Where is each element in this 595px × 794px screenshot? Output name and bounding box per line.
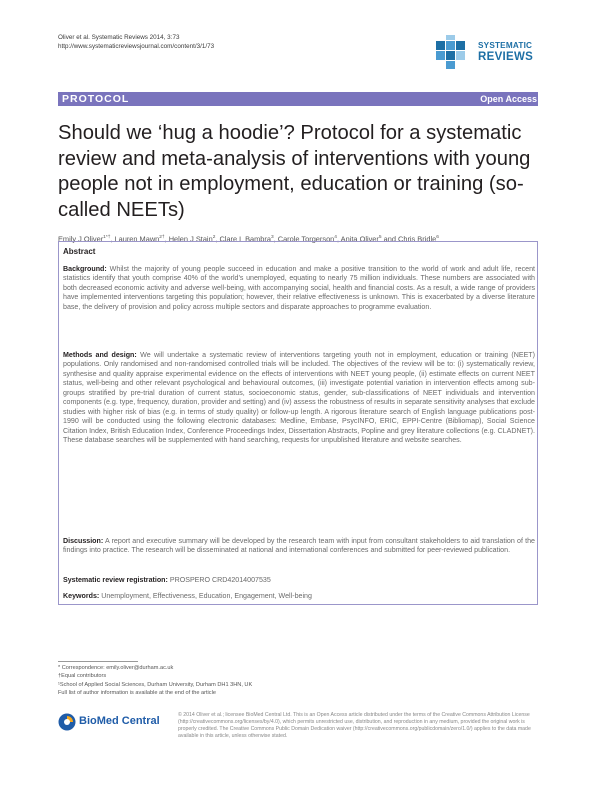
section-text: Unemployment, Effectiveness, Education, Engagement, Well-being [99, 592, 312, 600]
author-name: Emily J Oliver [58, 234, 104, 244]
author-name: Chris Bridle [398, 234, 437, 244]
biomed-central-icon [58, 713, 76, 731]
abstract-heading: Abstract [63, 247, 96, 256]
open-access-label: Open Access [480, 94, 537, 104]
article-type-banner [58, 92, 538, 106]
citation [58, 33, 214, 52]
author-affiliation-marker: 4 [334, 235, 337, 240]
footnote-divider [58, 661, 138, 662]
abstract-keywords [63, 592, 535, 601]
citation-link[interactable]: http://www.systematicreviewsjournal.com/content/3/1/73 [58, 43, 215, 51]
abstract-methods [63, 351, 535, 446]
biomed-central-logo [58, 712, 168, 732]
author-name: Lauren Mawn [114, 234, 160, 244]
author-affiliation-marker: 1*† [103, 235, 111, 240]
correspondence-footnote: * Correspondence: emily.oliver@durham.ac.uk [58, 665, 174, 671]
journal-logo-line1: SYSTEMATIC [478, 41, 533, 50]
abstract-background [63, 265, 535, 312]
section-label: Background: [63, 265, 107, 273]
citation-line1: Oliver et al. Systematic Reviews 2014, 3:73 [58, 34, 180, 41]
author-affiliation-marker: 6 [436, 235, 439, 240]
section-label: Systematic review registration: [63, 576, 168, 584]
author-affiliation-marker: 2† [159, 235, 165, 240]
author-affiliation-marker: 5 [378, 235, 382, 240]
author-list: Emily J Oliver$^{1*\dagger}$, Lauren Mawn$^{2\dagger}$, Helen J Stain$^2$, Clare L Bambra$^3$, Carole Torgerson$^4$, Anita Oliver$^5$ and Chris Bridle$^6$ [58, 234, 439, 244]
abstract-registration [63, 576, 535, 585]
biomed-central-text: BioMed Central [79, 715, 160, 727]
section-label: Keywords: [63, 592, 100, 600]
article-title: Should we ‘hug a hoodie’? Protocol for a systematic review and meta-analysis of interventions with young people not in employment, education or training (so-called NEETs) [58, 122, 531, 221]
journal-logo-line2: REVIEWS [478, 51, 534, 63]
author-name: Carole Torgerson [277, 234, 335, 244]
abstract-discussion [63, 537, 535, 556]
equal-contributors-footnote: †Equal contributors [58, 673, 107, 680]
author-affiliation-marker: 2 [212, 235, 216, 240]
author-name: Helen J Stain [168, 234, 213, 244]
affiliation-footnote: ¹School of Applied Social Sciences, Durham University, Durham DH1 3HN, UK [58, 681, 253, 688]
section-label: Discussion: [63, 537, 104, 545]
journal-logo [436, 33, 546, 77]
section-label: Methods and design: [63, 351, 137, 359]
article-type-label: PROTOCOL [62, 93, 130, 105]
footnotes [58, 664, 252, 697]
section-text: PROSPERO CRD42014007535 [167, 576, 271, 584]
license-text: © 2014 Oliver et al.; licensee BioMed Central Ltd. This is an Open Access article distributed under the terms of the Creative Commons Attribution License (http://creativecommons.org/licenses/by/4.0), which permits unrestricted use, distribution, and reproduction in any medium, provided the original work is properly credited. The Creative Commons Public Domain Dedication waiver (http://creativecommons.org/publicdomain/zero/1.0/) applies to the data made available in this article, unless otherwise stated. [178, 712, 531, 740]
section-text: A report and executive summary will be developed by the research team with input from consultant stakeholders to aid translation of the findings into practice. The research will be disseminated at national and international conferences and submitted for peer-reviewed publication. [63, 537, 535, 555]
section-text: Whilst the majority of young people succeed in education and make a positive transition to the world of work and adult life, recent statistics identify that youth comprise 40% of the world’s unemployed, equating to nearly 75 million individuals. These numbers are associated with both decreased economic activity and adverse well-being, with accompanying social, health and financial costs. As a result, a wide range of providers have implemented interventions targeting this population; however, their relative effectiveness is unknown. This is exacerbated by a diverse literature base, the delivery of provision and policy across multiple sectors and disparate approaches to programme evaluation. [63, 265, 535, 311]
author-info-footnote: Full list of author information is available at the end of the article [58, 689, 216, 696]
journal-logo-icon [436, 35, 474, 69]
author-affiliation-marker: 3 [270, 235, 274, 240]
section-text: We will undertake a systematic review of interventions targeting youth not in employment, education or training (NEET) populations. Only randomised and non-randomised controlled trials will be included. The objectives of the review will be to: (i) systematically review, synthesise and quality appraise experimental evidence on the effects of interventions with NEET young people, (ii) estimate effects on current NEET status, well-being and other relevant psychological and behavioural outcomes, (iii) investigate potential variation in intervention effects among sub-groups stratified by pre-trial duration of current status, socioeconomic status, gender, sub-classifications of NEET individuals and intervention components (e.g. type, frequency, duration, provider and setting) and (iv) assess the robustness of results in separate sensitivity analyses that exclude studies with higher risk of bias (e.g. in terms of study quality) or follow-up length. A rigorous literature search of English language publications post-1990 will be conducted using the following electronic databases: Medline, Embase, PsycINFO, ERIC, EPPI-Centre (Bibliomap), Social Science Citation Index, British Education Index, Conference Proceedings Index, Dissertation Abstracts, Popline and grey literature collections (e.g. CLADNET). These database searches will be supplemented with hand searching, requests for unpublished literature and website searches. [63, 351, 535, 445]
author-name: Anita Oliver [340, 234, 379, 244]
author-name: Clare L Bambra [219, 234, 271, 244]
